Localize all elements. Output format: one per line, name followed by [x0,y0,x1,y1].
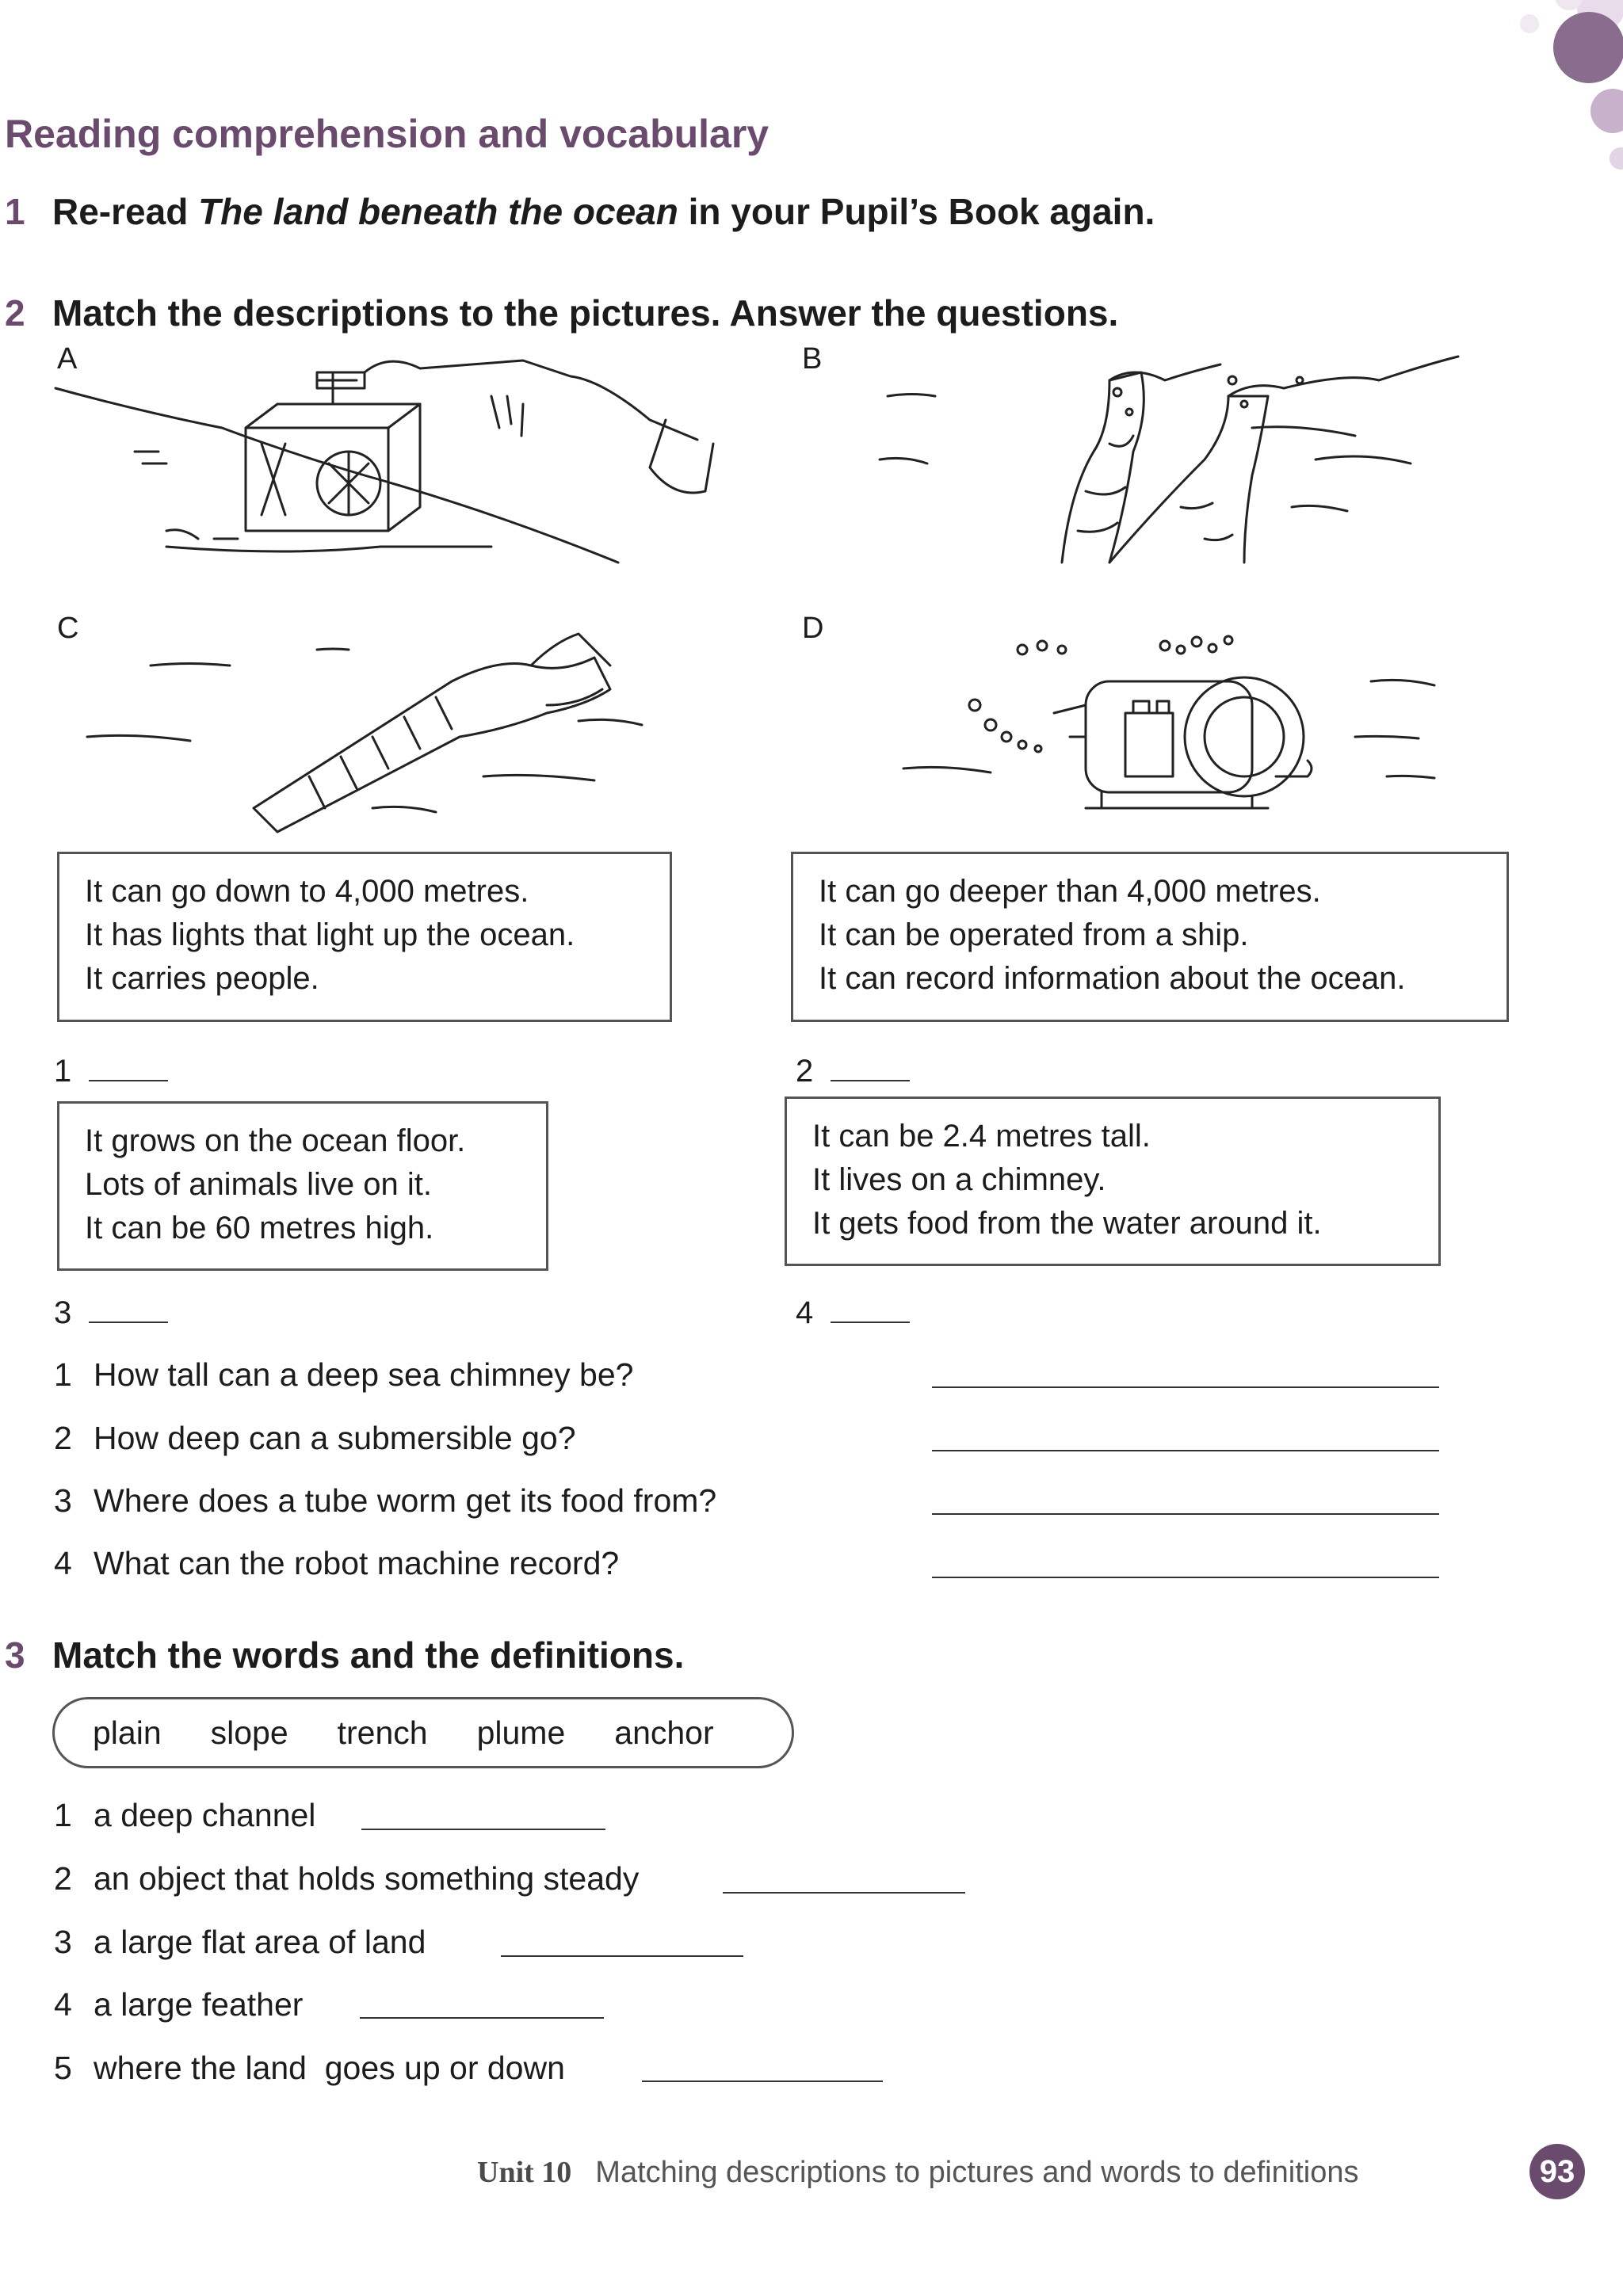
tube-worm-illustration [71,618,689,832]
exercise-1-instruction [5,190,1155,233]
section-title: Reading comprehension and vocabulary [5,112,769,156]
definition-answer-line-4[interactable] [360,2017,604,2019]
question-answer-line-3[interactable] [932,1513,1439,1515]
description-line: It can record information about the ocean. [819,961,1406,996]
unit-label: Unit 10 [477,2156,572,2189]
blank-number: 1 [54,1054,72,1089]
description-line: It gets food from the water around it. [812,1206,1322,1241]
instruction-text: in your Pupil’s Book again. [678,191,1155,232]
description-line: It can be 2.4 metres tall. [812,1119,1151,1154]
picture-letter-d: D [802,612,824,645]
footer-text: Matching descriptions to pictures and words to definitions [595,2156,1359,2189]
question-answer-line-1[interactable] [932,1386,1439,1388]
word-plain: plain [93,1714,162,1751]
word-slope: slope [210,1714,288,1751]
description-line: It carries people. [85,961,319,996]
definition-answer-line-3[interactable] [501,1955,743,1957]
definition-2 [54,1860,639,1897]
question-text: How deep can a submersible go? [94,1420,576,1456]
definition-text: where the land goes up or down [94,2050,565,2086]
definition-5 [54,2050,565,2087]
definition-number: 1 [54,1797,72,1833]
blank-number: 3 [54,1295,72,1330]
book-title: The land beneath the ocean [198,191,678,232]
blank-line[interactable] [831,1079,910,1081]
exercise-3-instruction [5,1634,684,1676]
definition-4 [54,1986,303,2023]
question-answer-line-4[interactable] [932,1577,1439,1578]
question-answer-line-2[interactable] [932,1450,1439,1451]
instruction-text: Re-read [52,191,199,232]
definition-number: 4 [54,1986,72,2023]
question-text: What can the robot machine record? [94,1545,620,1581]
exercise-number: 1 [5,191,25,232]
answer-blank-3[interactable] [54,1295,168,1331]
question-number: 4 [54,1545,72,1581]
definition-text: an object that holds something steady [94,1860,640,1897]
definition-number: 2 [54,1860,72,1897]
answer-blank-1[interactable] [54,1054,168,1089]
description-box-4 [785,1097,1441,1266]
description-box-2 [791,852,1509,1022]
definition-number: 5 [54,2050,72,2086]
robot-machine-illustration [48,349,713,570]
description-line: Lots of animals live on it. [85,1167,432,1202]
question-number: 2 [54,1420,72,1456]
definition-number: 3 [54,1924,72,1960]
deep-sea-chimneys-illustration [872,349,1474,570]
definition-text: a large feather [94,1986,304,2023]
page-number-badge: 93 [1529,2144,1585,2199]
submersible-illustration [896,626,1450,832]
question-number: 3 [54,1482,72,1519]
question-4 [54,1545,619,1582]
instruction-text: Match the descriptions to the pictures. Answer the questions. [52,292,1119,334]
definition-1 [54,1797,315,1834]
answer-blank-4[interactable] [796,1295,910,1331]
question-text: How tall can a deep sea chimney be? [94,1356,634,1393]
page-footer [477,2155,1358,2190]
word-box [52,1697,794,1768]
description-line: It has lights that light up the ocean. [85,917,575,952]
question-number: 1 [54,1356,72,1393]
definition-text: a large flat area of land [94,1924,426,1960]
corner-decoration [1442,0,1623,174]
answer-blank-2[interactable] [796,1054,910,1089]
picture-letter-c: C [57,612,79,645]
picture-letter-b: B [802,342,823,376]
definition-answer-line-5[interactable] [642,2081,883,2082]
picture-letter-a: A [57,342,78,376]
description-box-1 [57,852,672,1022]
instruction-text: Match the words and the definitions. [52,1634,685,1676]
exercise-2-instruction [5,292,1118,334]
description-line: It can be 60 metres high. [85,1211,434,1245]
word-anchor: anchor [614,1714,714,1751]
question-3 [54,1482,716,1520]
blank-number: 4 [796,1295,814,1330]
definition-answer-line-2[interactable] [723,1892,965,1894]
blank-line[interactable] [831,1321,910,1323]
question-2 [54,1420,576,1457]
description-line: It can go down to 4,000 metres. [85,874,529,909]
description-line: It grows on the ocean floor. [85,1123,466,1158]
definition-text: a deep channel [94,1797,316,1833]
description-line: It can be operated from a ship. [819,917,1249,952]
blank-number: 2 [796,1054,814,1089]
blank-line[interactable] [89,1079,168,1081]
exercise-number: 3 [5,1634,25,1676]
word-trench: trench [337,1714,428,1751]
description-line: It lives on a chimney. [812,1162,1106,1197]
exercise-number: 2 [5,292,25,334]
question-text: Where does a tube worm get its food from? [94,1482,717,1519]
question-1 [54,1356,633,1394]
description-box-3 [57,1101,548,1271]
word-plume: plume [476,1714,566,1751]
definition-answer-line-1[interactable] [361,1829,605,1830]
definition-3 [54,1924,426,1961]
blank-line[interactable] [89,1321,168,1323]
description-line: It can go deeper than 4,000 metres. [819,874,1321,909]
